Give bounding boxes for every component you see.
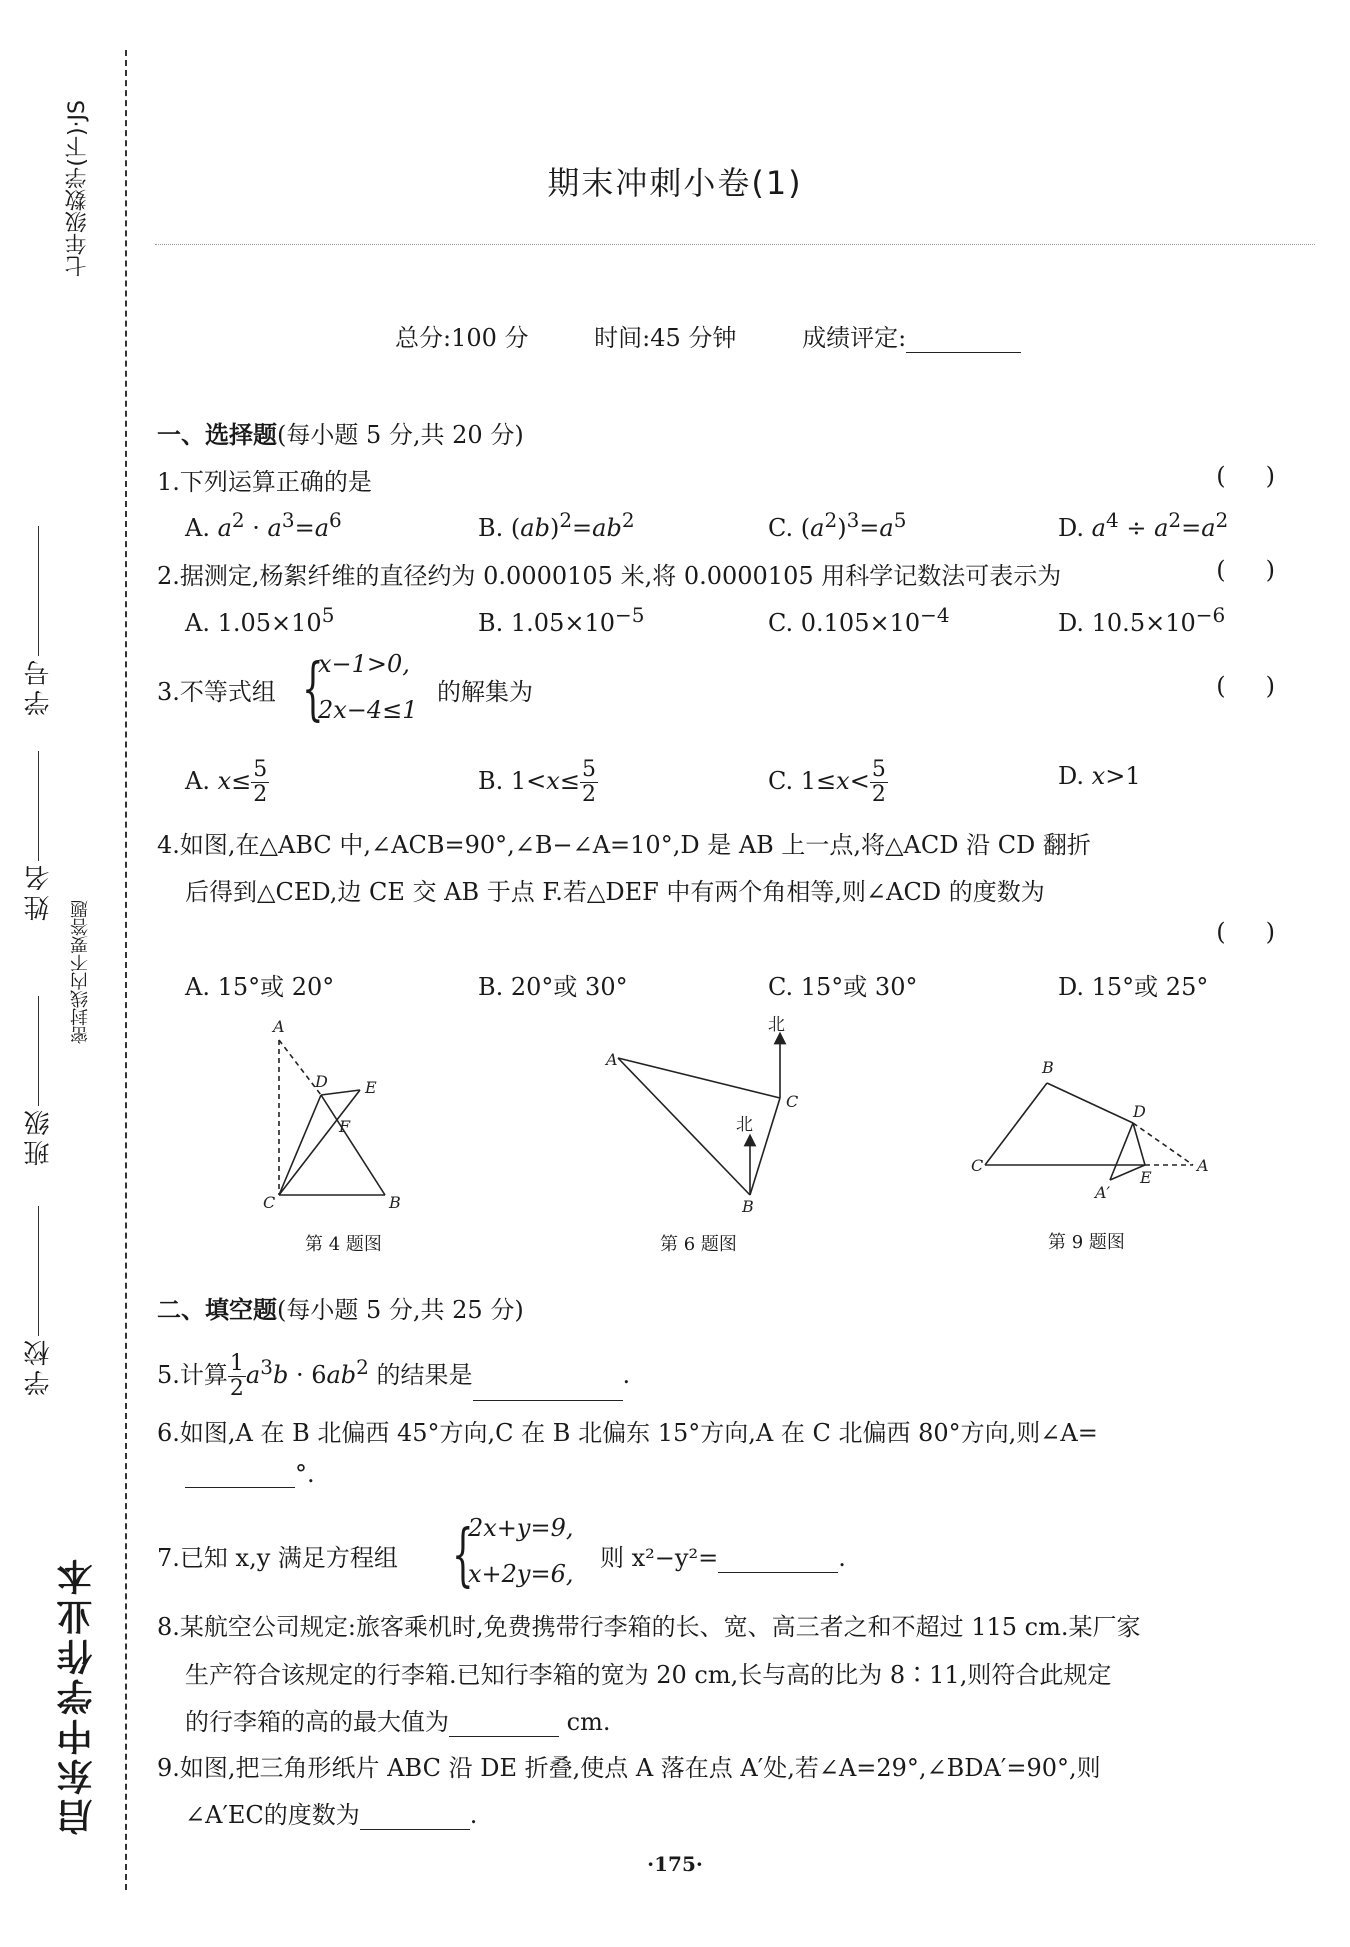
q4-option-c: C. 15°或 30°: [768, 973, 918, 1001]
question-4-line1: 4.如图,在△ABC 中,∠ACB=90°,∠B−∠A=10°,D 是 AB 上一点,将△ACD 沿 CD 翻折: [157, 831, 1091, 859]
question-1: 1.下列运算正确的是: [157, 468, 372, 496]
q3-option-c: C. 1≤x< $\frac{5}{2}$: [768, 757, 886, 808]
book-label: 七年级数学(下)·JS: [65, 100, 90, 277]
fig6-label-c: C: [786, 1092, 799, 1111]
question-6: 6.如图,A 在 B 北偏西 45°方向,C 在 B 北偏东 15°方向,A 在 C 北偏西 80°方向,则∠A=: [157, 1419, 1098, 1447]
q3-row1: x−1>0,: [318, 650, 410, 678]
fig6-north-b: 北: [736, 1115, 753, 1135]
grade-blank: [906, 326, 1021, 353]
seal-dashed-line: [125, 50, 127, 1890]
exam-meta: [395, 318, 1079, 353]
fig9-da-dashed: [1133, 1123, 1193, 1165]
q8-blank: [449, 1710, 559, 1737]
q7-row2: x+2y=6,: [468, 1560, 574, 1588]
question-3: 3.不等式组: [157, 678, 276, 706]
figure-4: [255, 1010, 455, 1215]
page-title: 期末冲刺小卷(1): [547, 164, 803, 202]
fig4-caption: 第 4 题图: [305, 1234, 382, 1255]
q4-option-d: D. 15°或 25°: [1058, 973, 1209, 1001]
fig4-label-c: C: [263, 1193, 276, 1212]
question-9-line2: ∠A′EC的度数为 .: [185, 1801, 478, 1829]
answer-paren-2: (): [1216, 556, 1315, 584]
q1-option-d: D. $a^4 \div a^2=a^2$: [1058, 508, 1229, 542]
q2-option-d: D. $10.5\times 10^{-6}$: [1058, 603, 1226, 637]
fig6-cb: [750, 1098, 780, 1195]
question-9-line1: 9.如图,把三角形纸片 ABC 沿 DE 折叠,使点 A 落在点 A′处,若∠A=29°,∠BDA′=90°,则: [157, 1754, 1101, 1782]
fig4-label-b: B: [389, 1193, 401, 1212]
fig4-label-e: E: [365, 1078, 377, 1097]
field-xuexiao: 学校: [20, 1200, 57, 1396]
grade-label: 成绩评定:: [802, 324, 907, 352]
q4-option-a: A. 15°或 20°: [185, 973, 335, 1001]
q5-blank: [473, 1374, 623, 1401]
question-8-line3: 的行李箱的高的最大值为 cm.: [185, 1708, 611, 1736]
q4-option-b: B. 20°或 30°: [478, 973, 628, 1001]
field-banji: 班级: [20, 990, 57, 1166]
section-heading-fill: 二、填空题(每小题 5 分,共 25 分): [157, 1296, 524, 1324]
q7-brace: {: [452, 1516, 474, 1596]
q7-blank: [718, 1546, 838, 1573]
fig9-bd: [1047, 1083, 1133, 1123]
q7-suffix: 则 x²−y²= .: [600, 1544, 846, 1572]
fig9-bc: [985, 1083, 1047, 1165]
question-4-line2: 后得到△CED,边 CE 交 AB 于点 F.若△DEF 中有两个角相等,则∠ACD 的度数为: [185, 878, 1045, 906]
q3-option-b: B. 1<x≤ $\frac{5}{2}$: [478, 757, 596, 808]
fig6-caption: 第 6 题图: [660, 1234, 737, 1255]
time-limit: 时间:45 分钟: [594, 324, 737, 352]
field-xingming: 姓名: [20, 745, 57, 921]
q2-option-b: B. $1.05\times 10^{-5}$: [478, 603, 645, 637]
q3-option-a: A. x≤ $\frac{5}{2}$: [185, 757, 268, 808]
fig6-ab: [618, 1058, 750, 1195]
fig6-north-c: 北: [768, 1015, 785, 1035]
q3-row2: 2x−4≤1: [318, 696, 418, 724]
page-number: ·175·: [647, 1852, 703, 1876]
fig6-label-b: B: [742, 1197, 754, 1215]
q6-blank: [185, 1461, 295, 1488]
q9-blank: [360, 1803, 470, 1830]
fig9-caption: 第 9 题图: [1048, 1232, 1125, 1253]
field-xuehao: 学号: [20, 520, 57, 716]
question-2: 2.据测定,杨絮纤维的直径约为 0.0000105 米,将 0.0000105 用科学记数法可表示为: [157, 562, 1062, 590]
fig9-label-d: D: [1133, 1102, 1146, 1121]
fig9-label-a-prime: A′: [1095, 1183, 1111, 1202]
fig9-label-a: A: [1197, 1156, 1209, 1175]
fig4-label-f: F: [339, 1117, 351, 1136]
section-heading-choice: 一、选择题(每小题 5 分,共 20 分): [157, 421, 524, 449]
fig4-db: [321, 1095, 385, 1195]
fig4-ec: [279, 1090, 360, 1195]
fig4-label-d: D: [315, 1072, 328, 1091]
fig9-label-c: C: [971, 1156, 984, 1175]
question-7: 7.已知 x,y 满足方程组: [157, 1544, 398, 1572]
answer-paren-3: (): [1216, 672, 1315, 700]
fig6-ac: [618, 1058, 780, 1098]
q2-option-a: A. $1.05\times 10^5$: [185, 603, 335, 637]
q3-option-d: D. x>1: [1058, 762, 1141, 790]
question-5: 5.计算 $\frac{1}{2}$ $a^3b \cdot 6ab^2$ 的结果是 .: [157, 1351, 631, 1402]
question-6-line2: °.: [185, 1460, 315, 1488]
fig6-label-a: A: [606, 1050, 618, 1069]
q3-suffix: 的解集为: [437, 678, 533, 706]
figure-9: [965, 1055, 1225, 1215]
question-8-line1: 8.某航空公司规定:旅客乘机时,免费携带行李箱的长、宽、高三者之和不超过 115 cm.某厂家: [157, 1613, 1141, 1641]
question-8-line2: 生产符合该规定的行李箱.已知行李箱的宽为 20 cm,长与高的比为 8∶11,则符合此规定: [185, 1661, 1112, 1689]
fig4-dc: [279, 1095, 321, 1195]
seal-notice: 密封线内不要答题: [70, 900, 91, 1044]
q7-row1: 2x+y=9,: [468, 1514, 574, 1542]
q1-option-b: B. $(ab)^2=ab^2$: [478, 508, 635, 542]
total-score: 总分:100 分: [395, 324, 529, 352]
q1-option-c: C. $(a^2)^3=a^5$: [768, 508, 907, 542]
fig4-label-a: A: [273, 1017, 285, 1036]
brand-label: 启东中学作业本: [57, 1555, 98, 1835]
q3-brace: {: [302, 650, 324, 730]
q2-option-c: C. $0.105\times 10^{-4}$: [768, 603, 950, 637]
title-divider: [155, 244, 1315, 245]
answer-paren-1: (): [1216, 462, 1315, 490]
fig9-label-e: E: [1140, 1168, 1152, 1187]
figure-6: [600, 1010, 810, 1215]
fig9-label-b: B: [1042, 1058, 1054, 1077]
answer-paren-4: (): [1216, 918, 1315, 946]
q1-option-a: A. $a^2 \cdot a^3=a^6$: [185, 508, 342, 542]
